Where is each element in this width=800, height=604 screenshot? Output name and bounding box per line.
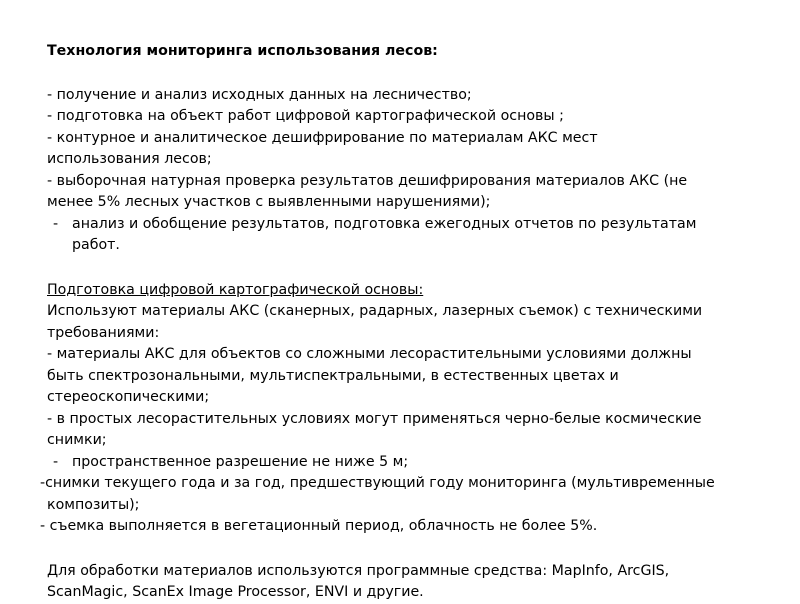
document-title: Технология мониторинга использования лесов: [47,43,438,59]
section-heading: Подготовка цифровой картографической основы: [47,282,424,298]
section-line-4: быть спектрозональными, мультиспектральными, в естественных цветах и [47,368,619,384]
software-line-2: ScanMagic, ScanEx Image Processor, ENVI и другие. [47,584,424,600]
step-line-3: - контурное и аналитическое дешифрирование по материалам АКС мест [47,130,598,146]
software-line-1: Для обработки материалов используются программные средства: MapInfo, ArcGIS, [47,563,670,579]
step-line-2: - подготовка на объект работ цифровой картографической основы ; [47,108,564,124]
section-line-11: - съемка выполняется в вегетационный период, облачность не более 5%. [40,518,598,534]
section-line-9: -снимки текущего года и за год, предшествующий году мониторинга (мультивременные [40,475,715,491]
step-line-7: анализ и обобщение результатов, подготовка ежегодных отчетов по результатам [72,216,697,232]
section-line-6: - в простых лесорастительных условиях могут применяться черно-белые космические [47,411,702,427]
section-line-5: стереоскопическими; [47,389,210,405]
bullet-mark-1: - [53,216,59,232]
section-line-10: композиты); [47,497,140,513]
section-line-3: - материалы АКС для объектов со сложными лесорастительными условиями должны [47,346,692,362]
step-line-4: использования лесов; [47,151,212,167]
section-line-1: Используют материалы АКС (сканерных, радарных, лазерных съемок) с техническими [47,303,703,319]
section-line-8: пространственное разрешение не ниже 5 м; [72,454,409,470]
section-line-2: требованиями: [47,325,160,341]
step-line-8: работ. [72,237,120,253]
bullet-mark-2: - [53,454,59,470]
step-line-5: - выборочная натурная проверка результатов дешифрирования материалов АКС (не [47,173,688,189]
section-line-7: снимки; [47,432,107,448]
step-line-6: менее 5% лесных участков с выявленными нарушениями); [47,194,491,210]
step-line-1: - получение и анализ исходных данных на лесничество; [47,87,472,103]
